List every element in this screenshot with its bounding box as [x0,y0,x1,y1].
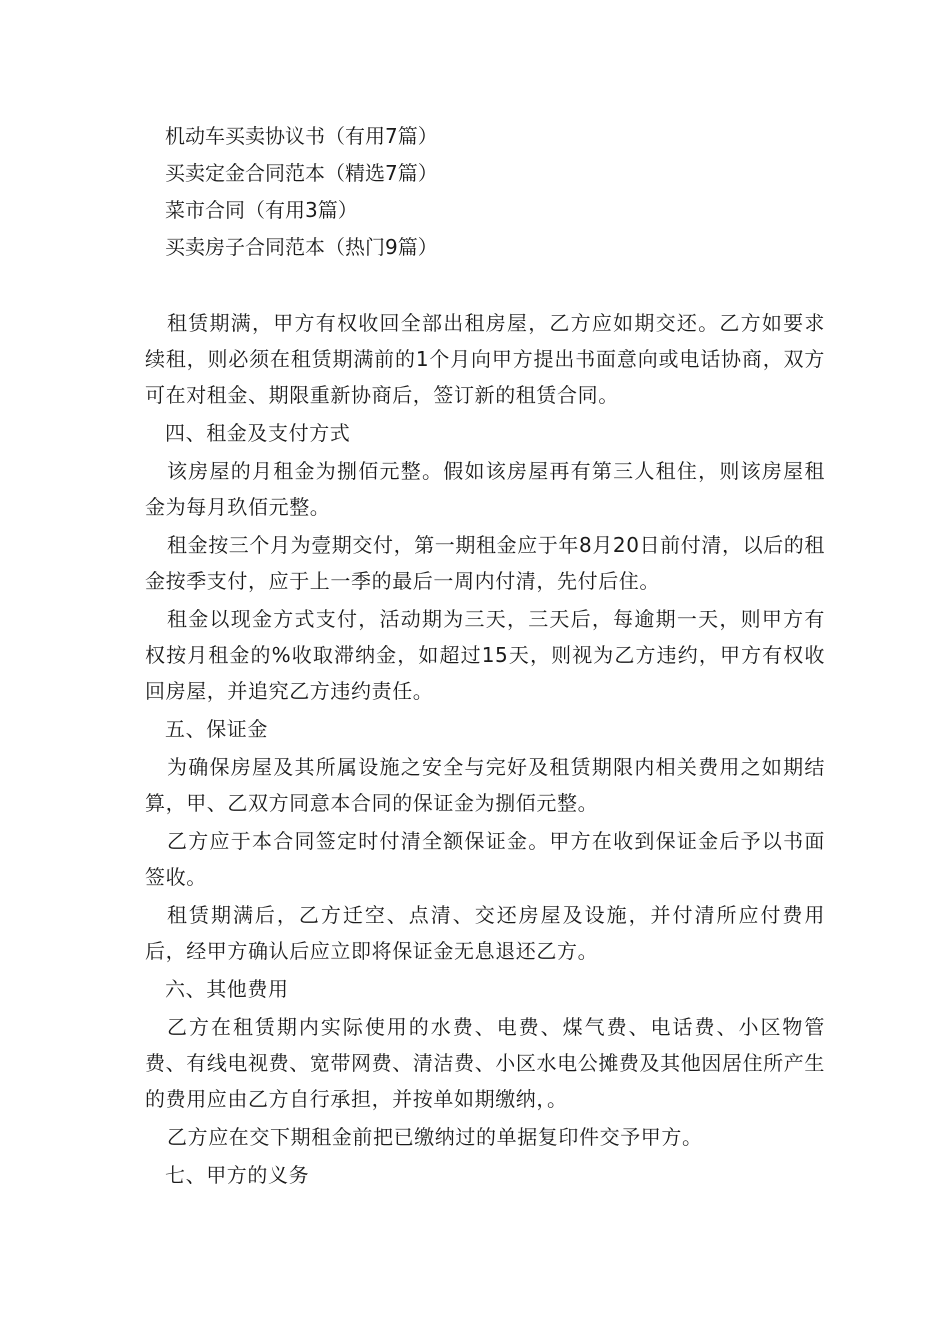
paragraph-deposit-payment: 乙方应于本合同签定时付清全额保证金。甲方在收到保证金后予以书面签收。 [145,829,825,889]
paragraph-late-fee: 租金以现金方式支付，活动期为三天，三天后，每逾期一天，则甲方有权按月租金的%收取滞纳金，如超过15天，则视为乙方违约，甲方有权收回房屋，并追究乙方违约责任。 [145,607,825,703]
paragraph-monthly-rent: 该房屋的月租金为捌佰元整。假如该房屋再有第三人租住，则该房屋租金为每月玖佰元整。 [145,459,825,519]
related-document-link[interactable]: 机动车买卖协议书（有用7篇） [165,124,438,148]
related-documents-list [145,118,825,266]
related-document-link[interactable]: 买卖房子合同范本（热门9篇） [165,235,438,259]
section-heading-deposit: 五、保证金 [165,717,268,741]
paragraph-utility-fees: 乙方在租赁期内实际使用的水费、电费、煤气费、电话费、小区物管费、有线电视费、宽带网费、清洁费、小区水电公摊费及其他因居住所产生的费用应由乙方自行承担，并按单如期缴纳，。 [145,1015,825,1111]
paragraph-payment-schedule: 租金按三个月为壹期交付，第一期租金应于年8月20日前付清，以后的租金按季支付，应于上一季的最后一周内付清，先付后住。 [145,533,825,593]
related-document-link[interactable]: 菜市合同（有用3篇） [165,198,358,222]
paragraph-deposit-amount: 为确保房屋及其所属设施之安全与完好及租赁期限内相关费用之如期结算，甲、乙双方同意本合同的保证金为捌佰元整。 [145,755,825,815]
section-heading-rent-payment: 四、租金及支付方式 [165,421,351,445]
related-document-link[interactable]: 买卖定金合同范本（精选7篇） [165,161,438,185]
paragraph-receipts: 乙方应在交下期租金前把已缴纳过的单据复印件交予甲方。 [167,1125,703,1149]
paragraph-deposit-refund: 租赁期满后，乙方迁空、点清、交还房屋及设施，并付清所应付费用后，经甲方确认后应立即将保证金无息退还乙方。 [145,903,825,963]
section-heading-landlord-duties: 七、甲方的义务 [165,1163,310,1187]
paragraph-lease-expiry: 租赁期满，甲方有权收回全部出租房屋，乙方应如期交还。乙方如要求续租，则必须在租赁期满前的1个月向甲方提出书面意向或电话协商，双方可在对租金、期限重新协商后，签订新的租赁合同。 [145,311,825,407]
section-heading-other-fees: 六、其他费用 [165,977,289,1001]
contract-body [145,305,825,1195]
